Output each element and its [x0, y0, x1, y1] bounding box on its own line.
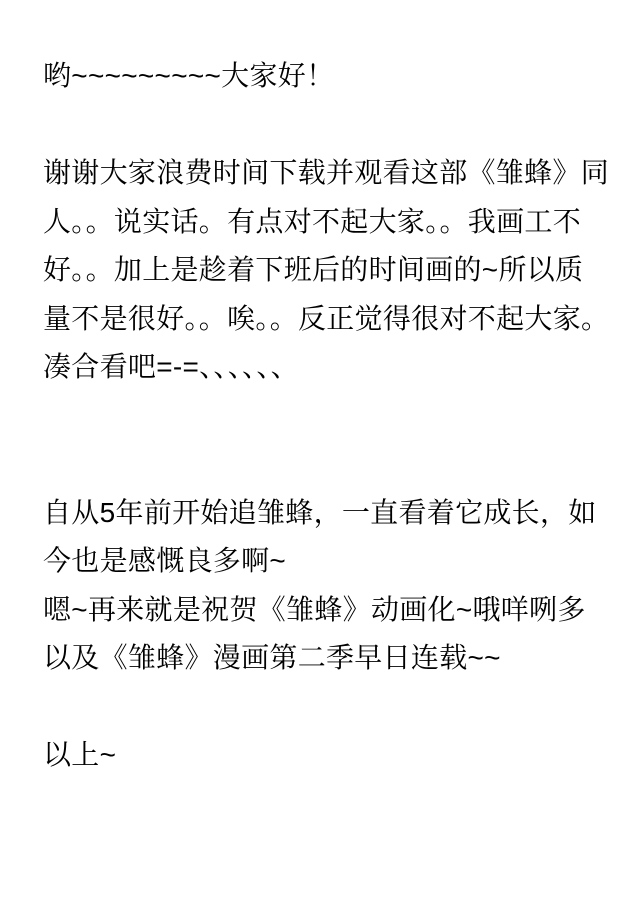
greeting-paragraph [43, 52, 622, 101]
congrats-line-4: 以及《雏蜂》漫画第二季早日连载~~ [43, 642, 501, 673]
congrats-paragraph [43, 489, 622, 683]
closing-line: 以上~ [43, 739, 117, 770]
apology-paragraph [43, 149, 622, 392]
apology-line-2: 人。。说实话。有点对不起大家。。我画工不 [43, 205, 582, 237]
apology-line-3: 好。。加上是趁着下班后的时间画的~所以质 [43, 254, 584, 285]
apology-line-4: 量不是很好。。唉。。反正觉得很对不起大家。 [43, 302, 610, 334]
congrats-line-1: 自从5年前开始追雏蜂，一直看着它成长，如 [43, 496, 597, 528]
closing-paragraph [43, 731, 622, 780]
greeting-line: 哟~~~~~~~~~大家好！ [43, 60, 335, 91]
congrats-line-3: 嗯~再来就是祝贺《雏蜂》动画化~哦咩咧多 [43, 593, 586, 625]
apology-line-1: 谢谢大家浪费时间下载并观看这部《雏蜂》同 [43, 157, 610, 188]
apology-line-5: 凑合看吧=-=、、、、、、 [43, 351, 299, 382]
congrats-line-2: 今也是感慨良多啊~ [43, 545, 287, 576]
